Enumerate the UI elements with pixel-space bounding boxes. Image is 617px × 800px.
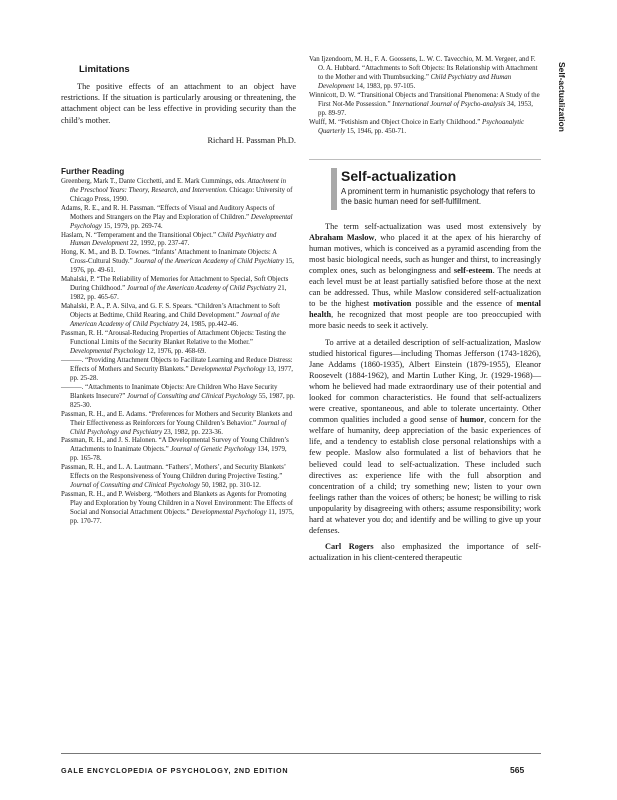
entry-paragraph: To arrive at a detailed description of self-actualization, Maslow studied historical figures—including Thomas Jefferson (1743-1826), Jane Addams (1860-1935), Albert Einstein (1879-1955), Eleanor Roosevelt (1884-1962), and Martin Luther King, Jr. (1929-1968)—whom he believed had made extraordinary use of their potential and looked for common characteristics. He found that self-actualizers were creative, spontaneous, and able to tolerate uncertainty. Other common qualities included a good sense of humor, concern for the welfare of humanity, deep appreciation of the basic experiences of life, and a tendency to establish close personal relationships with a few people. Maslow also formulated a list of behaviors that he believed could lead to self-actualization. These included such directives as: experience life with the full absorption and concentration of a child; try something new; listen to your own feelings rather than the voices of others; be honest; be willing to risk unpopularity by disagreeing with others; assume responsibility; work hard at whatever you do; and identify and be willing to give up your defenses. [309, 337, 541, 536]
side-running-head-label: Self-actualization [557, 62, 567, 132]
reference-item: Passman, R. H., and J. S. Halonen. “A Developmental Survey of Young Children’s Attachments to Inanimate Objects.” Journal of Genetic Psychology 134, 1979, pp. 165-78. [61, 437, 289, 463]
entry-header [309, 159, 541, 207]
author-signature: Richard H. Passman Ph.D. [207, 135, 296, 145]
reference-item: ———. “Providing Attachment Objects to Facilitate Learning and Reduce Distress: Effects of Mothers and Security Blankets.” Developmental Psychology 13, 1977, pp. 25-28. [61, 356, 294, 382]
reference-item: Passman, R. H., and P. Weisberg. “Mothers and Blankets as Agents for Promoting Play and Exploration by Young Children in a Novel Environment: The Effects of Social and Nonsocial Attachment Objects.” Developmental Psychology 11, 1975, pp. 170-77. [61, 491, 294, 526]
reference-item: Haslam, N. “Temperament and the Transitional Object.” Child Psychiatry and Human Development 22, 1992, pp. 237-47. [61, 231, 277, 248]
entry-marker-bar [331, 168, 337, 210]
reference-item: Mahalski, P. “The Reliability of Memories for Attachment to Special, Soft Objects During Childhood.” Journal of the American Academy of Child Psychiatry 21, 1982, pp. 465-67. [61, 276, 289, 302]
entry-body [309, 221, 541, 564]
entry-paragraph: The term self-actualization was used most extensively by Abraham Maslow, who placed it at the apex of his hierarchy of human motives, which is conceived as a pyramid ascending from the most basic biological needs, such as hunger and thirst, to increasingly complex ones, such as belongingness and self-esteem. The needs at each level must be at least partially satisfied before those at the next can be addressed. Thus, while Maslow considered self-actualization to be the highest motivation possible and the essence of mental health, he recognized that most people are too preoccupied with more basic needs to seek it actively. [309, 221, 541, 331]
right-column [309, 56, 541, 568]
reference-item: ———. “Attachments to Inanimate Objects: Are Children Who Have Security Blankets Insecure?” Journal of Consulting and Clinical Psychology 55, 1987, pp. 825-30. [61, 383, 295, 409]
reference-item: Hong, K. M., and B. D. Townes. “Infants’ Attachment to Inanimate Objects: A Cross-Cultural Study.” Journal of the American Academy of Child Psychiatry 15, 1976, pp. 49-61. [61, 249, 295, 275]
further-reading-heading: Further Reading [61, 166, 125, 176]
reference-item: Passman, R. H., and L. A. Lautmann. “Fathers’, Mothers’, and Security Blankets’ Effects on the Responsiveness of Young Children during Projective Testing.” Journal of Consulting and Clinical Psychology 50, 1982, pp. 310-12. [61, 464, 286, 490]
footer-rule [61, 753, 541, 754]
continued-reference-list [309, 56, 541, 137]
footer-book-title: GALE ENCYCLOPEDIA OF PSYCHOLOGY, 2ND EDITION [61, 766, 289, 775]
reference-item: Passman, R. H., and E. Adams. “Preferences for Mothers and Security Blankets and Their Effectiveness as Reinforcers for Young Children’s Behavior.” Journal of Child Psychology and Psychiatry 23, 1982, pp. 223-36. [61, 410, 293, 436]
reference-item: Greenberg, Mark T., Dante Cicchetti, and E. Mark Cummings, eds. Attachment in the Preschool Years: Theory, Research, and Intervention. Chicago: University of Chicago Press, 1990. [61, 177, 293, 203]
reference-item: Mahalski, P. A., P. A. Silva, and G. F. S. Spears. “Children’s Attachment to Soft Objects at Bedtime, Child Rearing, and Child Development.” Journal of the American Academy of Child Psychiatry 24, 1985, pp.442-46. [61, 303, 280, 329]
further-reading-list [61, 178, 296, 527]
reference-item: Wulff, M. “Fetishism and Object Choice in Early Childhood.” Psychoanalytic Quarterly 15, 1946, pp. 450-71. [309, 118, 525, 135]
limitations-heading: Limitations [79, 64, 130, 75]
reference-item: Winnicott, D. W. “Transitional Objects and Transitional Phenomena: A Study of the First Not-Me Possession.” International Journal of Psycho-analysis 34, 1953, pp. 89-97. [309, 91, 540, 117]
reference-item: Adams, R. E., and R. H. Passman. “Effects of Visual and Auditory Aspects of Mothers and Strangers on the Play and Exploration of Children.” Developmental Psychology 15, 1979, pp. 269-74. [61, 204, 293, 230]
reference-item: Passman, R. H. “Arousal-Reducing Properties of Attachment Objects: Testing the Functional Limits of the Security Blanket Relative to the Mother.” Developmental Psychology 12, 1976, pp. 468-69. [61, 330, 286, 355]
entry-paragraph: Carl Rogers also emphasized the importance of self-actualization in his client-centered therapeutic [309, 542, 541, 563]
side-running-head [554, 62, 568, 182]
entry-title: Self-actualization [341, 167, 457, 184]
page-number: 565 [510, 765, 525, 775]
left-column [61, 56, 296, 527]
reference-item: Van Ijzendoorn, M. H., F. A. Goossens, L. W. C. Tavecchio, M. M. Vergeer, and F. O. A. Hubbard. “Attachments to Soft Objects: Its Relationship with Attachment to the Mother and with Thumbsucking.” Child Psychiatry and Human Development 14, 1983, pp. 97-105. [309, 56, 538, 90]
entry-definition: A prominent term in humanistic psychology that refers to the basic human need for self-fulfillment. [341, 186, 536, 206]
limitations-paragraph: The positive effects of an attachment to an object have restrictions. If the situation is particularly arousing or threatening, the attachment object can be less effective in providing security than the child’s mother. [61, 82, 296, 125]
